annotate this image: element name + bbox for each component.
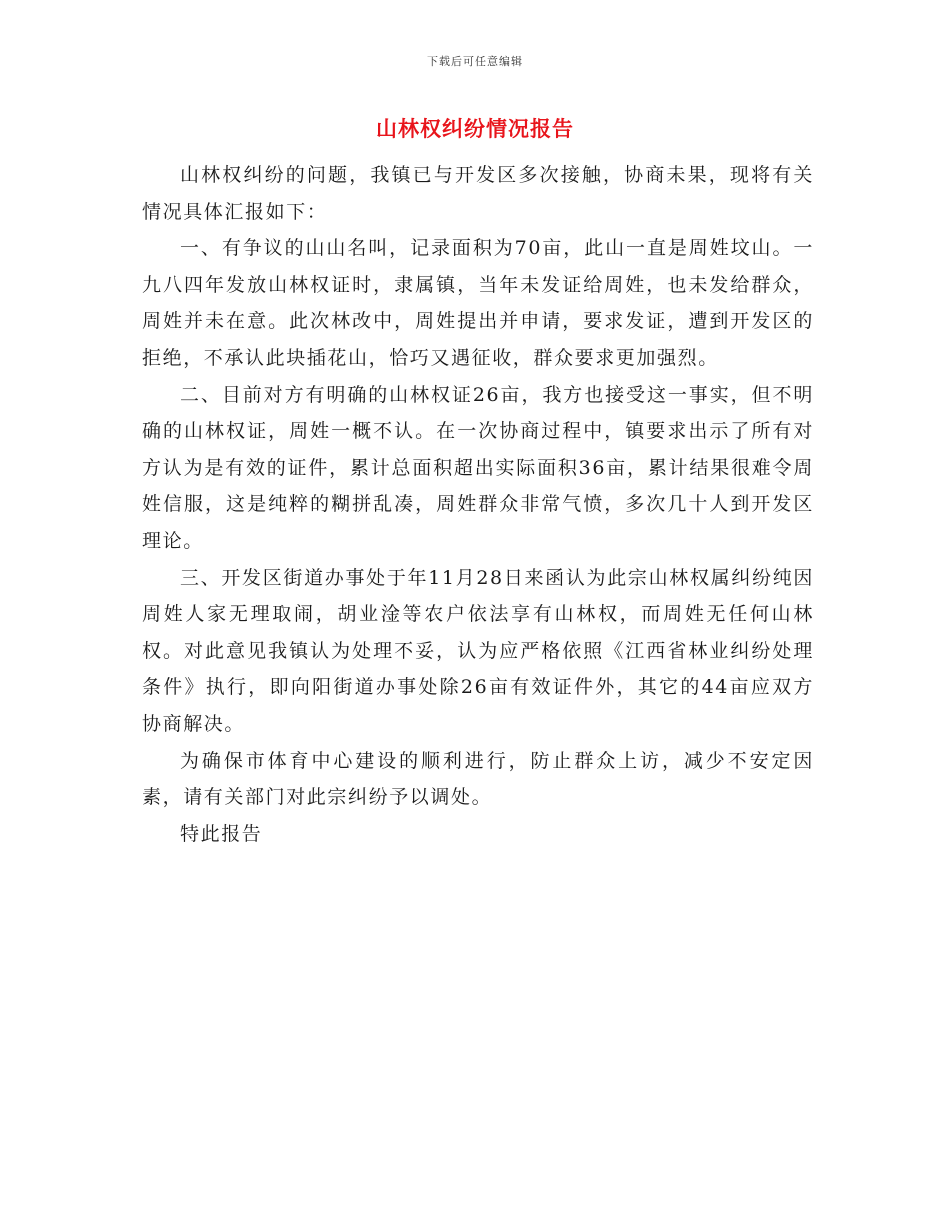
paragraph-closing: 特此报告: [180, 822, 263, 845]
header-note: 下载后可任意编辑: [427, 55, 523, 68]
paragraph-request: 为确保市体育中心建设的顺利进行，防止群众上访，减少不安定因素，请有关部门对此宗纠纷予以调处。: [142, 749, 814, 809]
document-title: 山林权纠纷情况报告: [376, 116, 574, 141]
paragraph-point-one: 一、有争议的山山名叫，记录面积为70亩，此山一直是周姓坟山。一九八四年发放山林权证时，隶属镇，当年未发证给周姓，也未发给群众，周姓并未在意。此次林改中，周姓提出并申请，要求发证，遭到开发区的拒绝，不承认此块插花山，恰巧又遇征收，群众要求更加强烈。: [142, 237, 814, 369]
paragraph-point-two: 二、目前对方有明确的山林权证26亩，我方也接受这一事实，但不明确的山林权证，周姓一概不认。在一次协商过程中，镇要求出示了所有对方认为是有效的证件，累计总面积超出实际面积36亩，累计结果很难令周姓信服，这是纯粹的糊拼乱凑，周姓群众非常气愤，多次几十人到开发区理论。: [142, 383, 814, 552]
paragraph-intro: 山林权纠纷的问题，我镇已与开发区多次接触，协商未果，现将有关情况具体汇报如下：: [142, 164, 814, 223]
document-body: [142, 157, 814, 852]
paragraph-point-three: 三、开发区街道办事处于年11月28日来函认为此宗山林权属纠纷纯因周姓人家无理取闹，胡业淦等农户依法享有山林权，而周姓无任何山林权。对此意见我镇认为处理不妥，认为应严格依照《江西省林业纠纷处理条件》执行，即向阳街道办事处除26亩有效证件外，其它的44亩应双方协商解决。: [142, 566, 814, 735]
